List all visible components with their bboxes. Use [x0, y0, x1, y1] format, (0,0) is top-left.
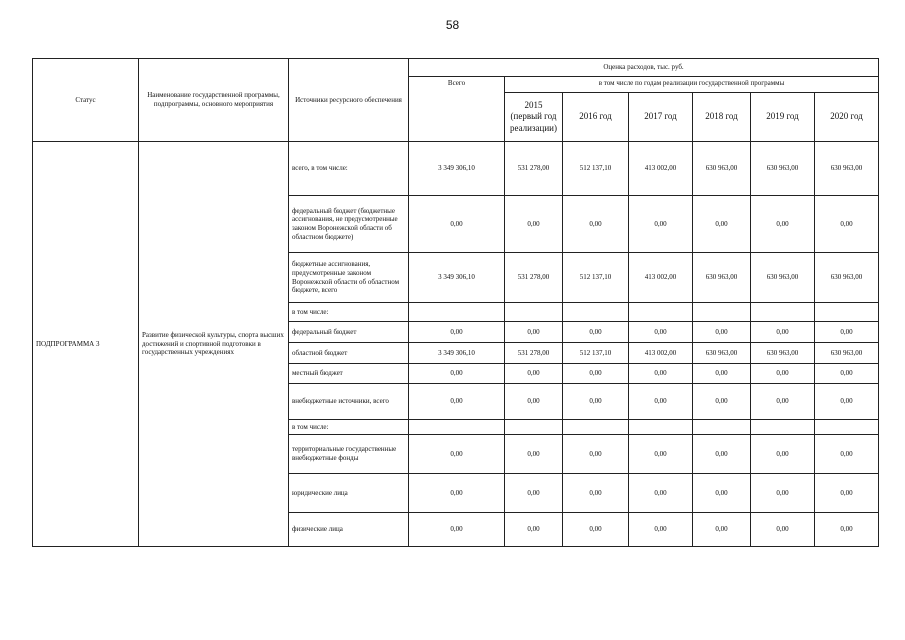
value-2018: 630 963,00	[693, 253, 751, 303]
value-2020	[815, 303, 879, 322]
value-total: 0,00	[409, 513, 505, 547]
value-2019: 0,00	[751, 474, 815, 513]
value-2019: 630 963,00	[751, 343, 815, 364]
value-2017: 413 002,00	[629, 142, 693, 196]
value-2018: 0,00	[693, 513, 751, 547]
value-2016: 512 137,10	[563, 253, 629, 303]
value-2020	[815, 420, 879, 435]
value-2017: 0,00	[629, 435, 693, 474]
value-2016	[563, 303, 629, 322]
source-cell: внебюджетные источники, всего	[289, 384, 409, 420]
value-total: 0,00	[409, 196, 505, 253]
value-2019: 0,00	[751, 364, 815, 384]
value-total: 0,00	[409, 364, 505, 384]
value-2017: 0,00	[629, 322, 693, 343]
value-total: 3 349 306,10	[409, 343, 505, 364]
header-year-2019: 2019 год	[751, 93, 815, 142]
value-2016: 0,00	[563, 322, 629, 343]
header-year-2018: 2018 год	[693, 93, 751, 142]
value-total	[409, 420, 505, 435]
value-2020: 0,00	[815, 513, 879, 547]
value-2015: 0,00	[505, 196, 563, 253]
value-2016: 0,00	[563, 196, 629, 253]
value-total: 0,00	[409, 322, 505, 343]
value-2017: 0,00	[629, 513, 693, 547]
source-cell: территориальные государственные внебюджетные фонды	[289, 435, 409, 474]
value-2017: 0,00	[629, 364, 693, 384]
header-name: Наименование государственной программы, подпрограммы, основного мероприятия	[139, 59, 289, 142]
value-2017: 413 002,00	[629, 343, 693, 364]
value-total: 0,00	[409, 435, 505, 474]
value-2016: 0,00	[563, 474, 629, 513]
status-cell: ПОДПРОГРАММА 3	[33, 142, 139, 547]
value-2020: 630 963,00	[815, 343, 879, 364]
value-2015: 0,00	[505, 435, 563, 474]
value-2018: 0,00	[693, 322, 751, 343]
value-2018: 0,00	[693, 364, 751, 384]
value-2019: 630 963,00	[751, 142, 815, 196]
source-cell: местный бюджет	[289, 364, 409, 384]
value-2020: 0,00	[815, 196, 879, 253]
value-2016: 0,00	[563, 364, 629, 384]
value-2017	[629, 303, 693, 322]
value-2018: 0,00	[693, 384, 751, 420]
value-2019: 0,00	[751, 322, 815, 343]
value-total: 0,00	[409, 384, 505, 420]
value-2017: 413 002,00	[629, 253, 693, 303]
header-year-2016: 2016 год	[563, 93, 629, 142]
source-cell: юридические лица	[289, 474, 409, 513]
page-number: 58	[445, 18, 460, 32]
header-year-2020: 2020 год	[815, 93, 879, 142]
value-2018: 0,00	[693, 435, 751, 474]
value-total: 3 349 306,10	[409, 253, 505, 303]
value-2019: 0,00	[751, 513, 815, 547]
value-2015: 0,00	[505, 322, 563, 343]
value-2018	[693, 420, 751, 435]
value-2015: 0,00	[505, 364, 563, 384]
value-total: 3 349 306,10	[409, 142, 505, 196]
value-2017: 0,00	[629, 196, 693, 253]
value-2018	[693, 303, 751, 322]
source-cell: в том числе:	[289, 420, 409, 435]
value-2020: 0,00	[815, 384, 879, 420]
header-status: Статус	[33, 59, 139, 142]
source-cell: федеральный бюджет (бюджетные ассигнования, не предусмотренные законом Воронежской области об областном бюджете)	[289, 196, 409, 253]
value-2015	[505, 303, 563, 322]
value-2017: 0,00	[629, 384, 693, 420]
value-2020: 0,00	[815, 474, 879, 513]
source-cell: в том числе:	[289, 303, 409, 322]
source-cell: федеральный бюджет	[289, 322, 409, 343]
value-2016: 512 137,10	[563, 142, 629, 196]
budget-table	[32, 58, 879, 547]
header-year-2015: 2015 (первый год реализации)	[505, 93, 563, 142]
value-2016: 0,00	[563, 384, 629, 420]
value-2020: 0,00	[815, 364, 879, 384]
value-2016	[563, 420, 629, 435]
value-2015: 531 278,00	[505, 343, 563, 364]
value-2015: 0,00	[505, 384, 563, 420]
value-2016: 512 137,10	[563, 343, 629, 364]
value-2019: 0,00	[751, 435, 815, 474]
header-estimate: Оценка расходов, тыс. руб.	[409, 59, 879, 77]
value-2020: 0,00	[815, 435, 879, 474]
value-2016: 0,00	[563, 513, 629, 547]
value-2018: 0,00	[693, 474, 751, 513]
value-2019: 0,00	[751, 384, 815, 420]
program-name-cell: Развитие физической культуры, спорта высших достижений и спортивной подготовки в государственных учреждениях	[139, 142, 289, 547]
source-cell: всего, в том числе:	[289, 142, 409, 196]
value-2015: 0,00	[505, 513, 563, 547]
value-2019	[751, 420, 815, 435]
value-2015: 531 278,00	[505, 253, 563, 303]
value-2019: 0,00	[751, 196, 815, 253]
value-2019	[751, 303, 815, 322]
table-row	[33, 142, 879, 196]
value-2019: 630 963,00	[751, 253, 815, 303]
value-2015: 0,00	[505, 474, 563, 513]
value-2016: 0,00	[563, 435, 629, 474]
header-year-2017: 2017 год	[629, 93, 693, 142]
header-total: Всего	[409, 77, 505, 142]
value-2017	[629, 420, 693, 435]
value-2020: 0,00	[815, 322, 879, 343]
value-2015	[505, 420, 563, 435]
source-cell: бюджетные ассигнования, предусмотренные законом Воронежской области об областном бюджете, всего	[289, 253, 409, 303]
header-by-year: в том числе по годам реализации государственной программы	[505, 77, 879, 93]
value-2018: 630 963,00	[693, 142, 751, 196]
value-2020: 630 963,00	[815, 253, 879, 303]
value-2020: 630 963,00	[815, 142, 879, 196]
source-cell: областной бюджет	[289, 343, 409, 364]
source-cell: физические лица	[289, 513, 409, 547]
value-2018: 630 963,00	[693, 343, 751, 364]
header-sources: Источники ресурсного обеспечения	[289, 59, 409, 142]
value-total	[409, 303, 505, 322]
value-total: 0,00	[409, 474, 505, 513]
value-2017: 0,00	[629, 474, 693, 513]
value-2015: 531 278,00	[505, 142, 563, 196]
value-2018: 0,00	[693, 196, 751, 253]
